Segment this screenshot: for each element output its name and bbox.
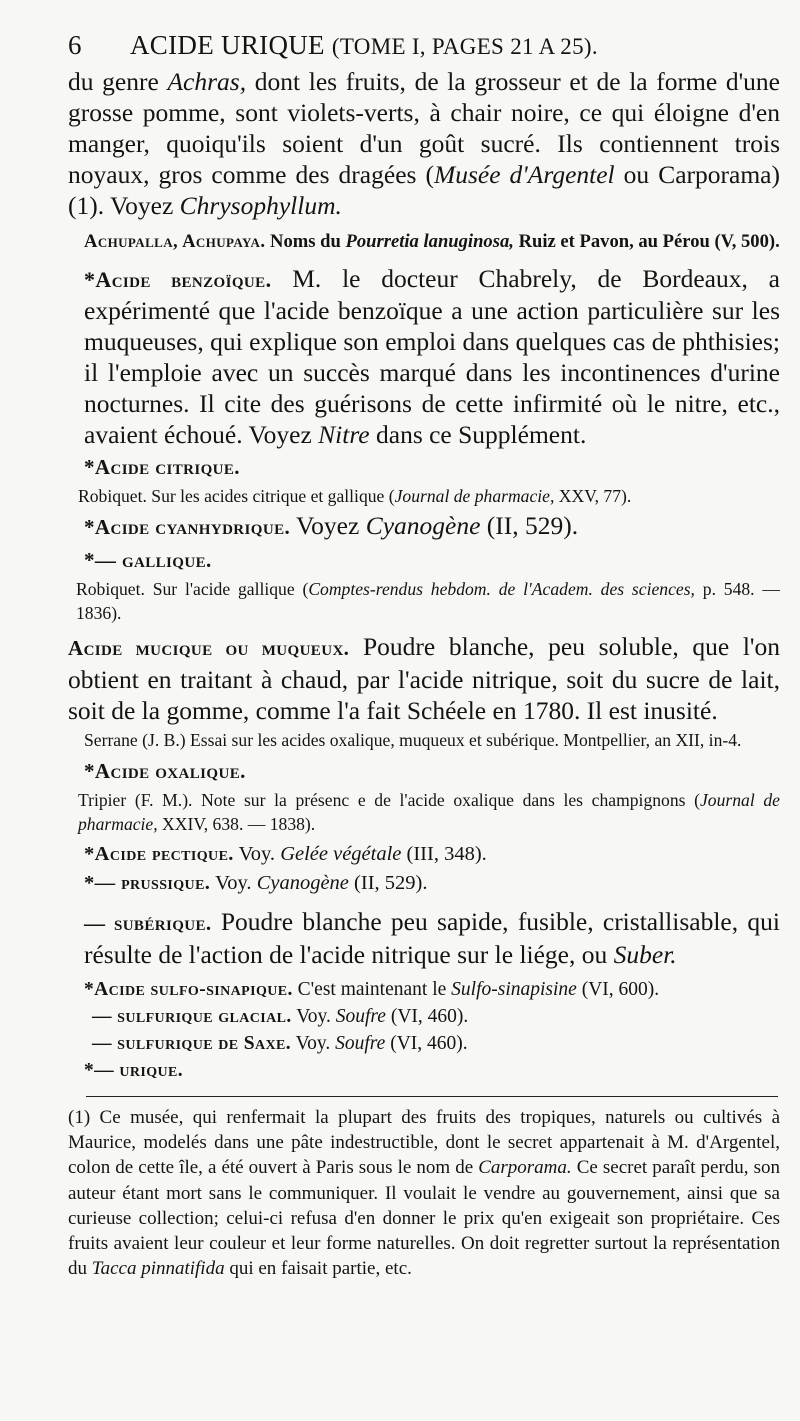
entry-acide-oxalique-heading: *Acide oxalique.: [84, 759, 246, 783]
paragraph-achras-continuation: du genre Achras, dont les fruits, de la grosseur et de la forme d'une grosse pomme, sont violets-verts, à chair noire, ce qui éloigne d'en manger, quoiqu'ils soient d'un goût sucré. Ils contiennent trois noyaux, gros comme des dragées (Musée d'Argentel ou Carporama) (1). Voyez Chrysophyllum.: [68, 67, 780, 220]
entry-acide-citrique-heading: *Acide citrique.: [84, 455, 240, 479]
entry-acide-urique: *— urique.: [84, 1060, 184, 1081]
running-header: [68, 30, 780, 66]
reference-citrique: Robiquet. Sur les acides citrique et gallique (Journal de pharmacie, XXV, 77).: [78, 486, 632, 506]
reference-gallique: Robiquet. Sur l'acide gallique (Comptes-rendus hebdom. de l'Academ. des sciences, p. 548. — 1836).: [76, 579, 780, 623]
entry-acide-sulfurique-glacial: — sulfurique glacial. Voy. Soufre (VI, 460).: [92, 1006, 469, 1027]
footnote-1: (1) Ce musée, qui renfermait la plupart des fruits des tropiques, naturels ou cultivés à Maurice, modelés dans une pâte indestructible, dont le secret appartenait à M. d'Argentel, colon de cette île, a été ouvert à Paris sous le nom de Carporama. Ce secret paraît perdu, son auteur étant mort sans le communiquer. Il voulait le vendre au gouvernement, ainsi que sa curieuse collection; celui-ci refusa d'en donner le prix qu'en exigeait son propriétaire. Ces fruits avaient leur couleur et leur forme naturelles. On doit regretter surtout la représentation du Tacca pinnatifida qui en faisait partie, etc.: [68, 1107, 780, 1280]
entry-acide-gallique-heading: *— gallique.: [84, 548, 212, 572]
entry-acide-suberique: — subérique. Poudre blanche peu sapide, fusible, cristallisable, qui résulte de l'action de l'acide nitrique sur le liége, ou Suber.: [84, 907, 780, 969]
entry-acide-sulfurique-de-saxe: — sulfurique de Saxe. Voy. Soufre (VI, 460).: [92, 1033, 468, 1054]
entry-acide-sulfo-sinapique: *Acide sulfo-sinapique. C'est maintenant le Sulfo-sinapisine (VI, 600).: [84, 979, 660, 1000]
entry-acide-prussique: *— prussique. Voy. Cyanogène (II, 529).: [84, 872, 428, 894]
entry-acide-pectique: *Acide pectique. Voy. Gelée végétale (III, 348).: [84, 843, 487, 865]
running-title: ACIDE URIQUE (TOME I, PAGES 21 A 25).: [130, 30, 598, 60]
reference-oxalique: Tripier (F. M.). Note sur la présenc e de l'acide oxalique dans les champignons (Journal de pharmacie, XXIV, 638. — 1838).: [78, 790, 780, 834]
reference-mucique: Serrane (J. B.) Essai sur les acides oxalique, muqueux et subérique. Montpellier, an XII, in-4.: [84, 730, 742, 750]
entry-acide-mucique: Acide mucique ou muqueux. Poudre blanche, peu soluble, que l'on obtient en traitant à chaud, par l'acide nitrique, soit du sucre de lait, soit de la gomme, comme l'a fait Schéele en 1780. Il est inusité.: [68, 632, 780, 725]
footnote-divider: [86, 1096, 778, 1097]
page-number: 6: [68, 30, 82, 60]
entry-acide-benzoique: *Acide benzoïque. M. le docteur Chabrely, de Bordeaux, a expérimenté que l'acide benzoïque a une action particulière sur les muqueuses, qui explique son emploi dans quelques cas de phthisies; il l'emploie avec un succès marqué dans les incontinences d'urine nocturnes. Il cite des guérisons de cette infirmité où le nitre, etc., avaient échoué. Voyez Nitre dans ce Supplément.: [84, 264, 780, 449]
entry-acide-cyanhydrique: *Acide cyanhydrique. Voyez Cyanogène (II, 529).: [84, 511, 579, 540]
entry-achupalla: Achupalla, Achupaya. Noms du Pourretia lanuginosa, Ruiz et Pavon, au Pérou (V, 500).: [84, 231, 780, 252]
